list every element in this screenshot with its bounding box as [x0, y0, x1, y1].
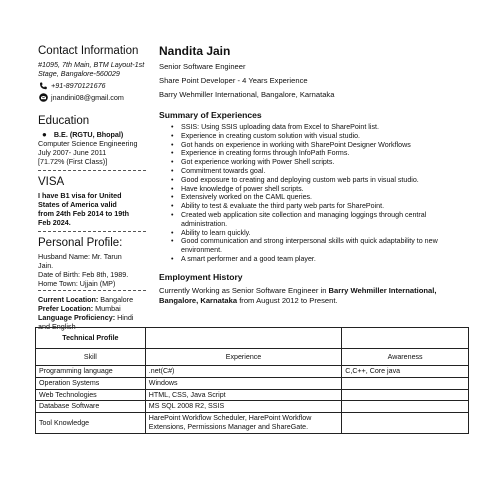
- experience-cell: MS SQL 2008 R2, SSIS: [145, 401, 341, 413]
- technical-profile-table: [35, 327, 469, 434]
- summary-list: [159, 123, 459, 264]
- summary-item: • Commitment towards goal.: [181, 167, 459, 176]
- awareness-cell: [342, 413, 469, 434]
- employment-company: Barry Wehmiller International,: [328, 285, 437, 295]
- language-value: Hindi: [117, 313, 134, 322]
- table-row: [36, 366, 469, 378]
- table-title-row: [36, 328, 469, 349]
- experience-cell: HarePoint Workflow Scheduler, HarePoint Workflow Extensions, Permissions Manager and ShareGate.: [145, 413, 341, 434]
- language-label: Language Proficiency:: [38, 313, 116, 322]
- home-town: Home Town: Ujjain (MP): [38, 279, 116, 288]
- email-address[interactable]: jnandini08@gmail.com: [51, 93, 124, 102]
- current-location-label: Current Location:: [38, 295, 99, 304]
- summary-item: • Ability to learn quickly.: [181, 229, 459, 238]
- education-score: [71.72% (First Class)]: [38, 157, 108, 166]
- phone-icon: [38, 81, 48, 90]
- summary-heading: Summary of Experiences: [159, 110, 262, 120]
- skill-cell: Operation Systems: [36, 377, 146, 389]
- personal-heading: Personal Profile:: [38, 237, 123, 249]
- awareness-cell: [342, 401, 469, 413]
- language-value-line-2: and English: [38, 322, 76, 331]
- experience-cell: HTML, CSS, Java Script: [145, 389, 341, 401]
- column-header-awareness: Awareness: [342, 349, 469, 366]
- current-location-value: Bangalore: [100, 295, 134, 304]
- column-header-skill: Skill: [36, 349, 146, 366]
- language-proficiency: [38, 313, 150, 322]
- degree: B.E. (RGTU, Bhopal): [53, 130, 124, 139]
- summary-item: • Experience in creating forms through InfoPath Forms.: [181, 149, 459, 158]
- education-heading: Education: [38, 115, 90, 127]
- phone-row: [38, 81, 150, 90]
- table-row: [36, 413, 469, 434]
- summary-item: • A smart performer and a good team player.: [181, 255, 459, 264]
- table-row: [36, 377, 469, 389]
- visa-text: [38, 191, 150, 227]
- left-column: [38, 44, 150, 331]
- current-location: [38, 295, 150, 304]
- address-line-1: #1095, 7th Main, BTM Layout-1st: [38, 60, 145, 69]
- summary-item: • Ability to test & evaluate the third party web parts for SharePoint.: [181, 202, 459, 211]
- visa-line-2: States of America valid: [38, 200, 117, 209]
- candidate-name: Nandita Jain: [159, 44, 231, 58]
- experience-summary: Share Point Developer - 4 Years Experience: [159, 76, 308, 85]
- prefer-location-label: Prefer Location:: [38, 304, 94, 313]
- divider: [38, 290, 146, 291]
- summary-item: • Got experience working with Power Shell scripts.: [181, 158, 459, 167]
- address-line-2: Stage, Bangalore-560029: [38, 69, 120, 78]
- summary-item: • Good communication and strong interpersonal skills with quick adaptability to new environment.: [181, 237, 459, 255]
- visa-line-4: Feb 2024.: [38, 218, 71, 227]
- divider: [38, 170, 146, 171]
- employment-prefix: Currently Working as Senior Software Engineer in: [159, 285, 329, 295]
- skill-cell: Database Software: [36, 401, 146, 413]
- awareness-cell: C,C++, Core java: [342, 366, 469, 378]
- employment-text: [159, 286, 459, 306]
- visa-line-1: I have B1 visa for United: [38, 191, 122, 200]
- visa-line-3: from 24th Feb 2014 to 19th: [38, 209, 130, 218]
- table-row: [36, 401, 469, 413]
- husband-line-1: Husband Name: Mr. Tarun: [38, 252, 122, 261]
- summary-item: • Extensively worked on the CAML queries.: [181, 193, 459, 202]
- table-row: [36, 389, 469, 401]
- summary-item: • Got hands on experience in working with SharePoint Designer Workflows: [181, 141, 459, 150]
- company-location: Barry Wehmiller International, Bangalore, Karnataka: [159, 90, 335, 99]
- employment-suffix: from August 2012 to Present.: [237, 295, 338, 305]
- experience-cell: .net(C#): [145, 366, 341, 378]
- summary-item: • Created web application site collection and managing loggings through central administration.: [181, 211, 459, 229]
- bullet-icon: ●: [42, 130, 47, 139]
- awareness-cell: [342, 377, 469, 389]
- right-column: [159, 44, 459, 306]
- prefer-location-value: Mumbai: [95, 304, 121, 313]
- date-of-birth: Date of Birth: Feb 8th, 1989.: [38, 270, 129, 279]
- summary-item: • Good exposure to creating and deploying custom web parts in visual studio.: [181, 176, 459, 185]
- skill-cell: Web Technologies: [36, 389, 146, 401]
- email-icon: [38, 93, 48, 102]
- skill-cell: Tool Knowledge: [36, 413, 146, 434]
- summary-item: • Experience in creating custom solution with visual studio.: [181, 132, 459, 141]
- prefer-location: [38, 304, 150, 313]
- technical-profile-heading: Technical Profile: [36, 328, 146, 349]
- degree-row: [38, 130, 150, 139]
- employment-heading: Employment History: [159, 271, 243, 282]
- table-header-row: [36, 349, 469, 366]
- email-row: [38, 93, 150, 102]
- contact-heading: Contact Information: [38, 45, 139, 57]
- employment-location: Bangalore, Karnataka: [159, 295, 238, 305]
- awareness-cell: [342, 389, 469, 401]
- phone-number: +91-8970121676: [51, 81, 106, 90]
- skill-cell: Programming language: [36, 366, 146, 378]
- summary-item: • Have knowledge of power shell scripts.: [181, 185, 459, 194]
- education-period: July 2007- June 2011: [38, 148, 107, 157]
- visa-heading: VISA: [38, 176, 65, 188]
- experience-cell: Windows: [145, 377, 341, 389]
- husband-line-2: Jain.: [38, 261, 54, 270]
- divider: [38, 231, 146, 232]
- summary-item: • SSIS: Using SSIS uploading data from Excel to SharePoint list.: [181, 123, 459, 132]
- job-title: Senior Software Engineer: [159, 62, 246, 71]
- education-field: Computer Science Engineering: [38, 139, 138, 148]
- column-header-experience: Experience: [145, 349, 341, 366]
